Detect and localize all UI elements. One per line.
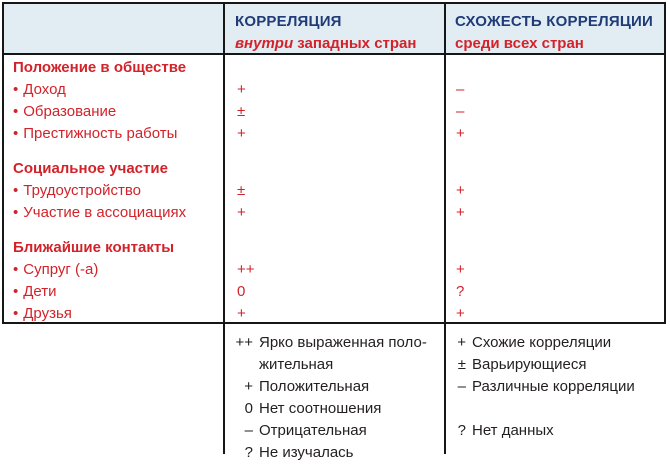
column-title-correlation: КОРРЕЛЯЦИЯ — [235, 13, 342, 30]
group-gap — [456, 145, 666, 158]
legend-symbol: ++ — [235, 334, 253, 351]
correlation-value: + — [237, 305, 246, 322]
correlation-value: ± — [237, 103, 246, 120]
correlation-value: + — [237, 204, 246, 221]
table-header — [4, 4, 664, 55]
row-label-text: Супруг (-а) — [23, 261, 99, 278]
legend-text: Нет соотношения — [259, 400, 382, 417]
group-title: Положение в обществе — [13, 59, 187, 76]
row-label — [13, 180, 224, 202]
row-label-text: Образование — [23, 103, 117, 120]
column-subtitle-western — [235, 33, 445, 54]
correlation-value: ± — [237, 182, 246, 199]
row-label — [13, 303, 224, 325]
group-title: Социальное участие — [13, 160, 168, 177]
legend-item — [233, 442, 445, 464]
group-gap — [13, 224, 224, 237]
bullet-icon: • — [13, 182, 19, 199]
subtitle-rest: западных стран — [293, 35, 417, 52]
similarity-value: ? — [456, 283, 465, 300]
empty-line — [237, 158, 445, 180]
correlation-value: 0 — [237, 283, 246, 300]
legend-item — [233, 376, 445, 398]
row-label — [13, 281, 224, 303]
similarity-value: + — [456, 182, 465, 199]
row-label — [13, 123, 224, 145]
legend-symbol: + — [457, 334, 466, 351]
legend-text-line2: жительная — [259, 356, 334, 373]
row-label-text: Доход — [23, 81, 66, 98]
similarity-value: – — [456, 103, 465, 120]
legend-symbol: ? — [244, 444, 253, 461]
header-cell-similarity — [445, 4, 664, 53]
legend-symbol: + — [244, 378, 253, 395]
correlation-value: + — [237, 125, 246, 142]
legend-item — [233, 420, 445, 442]
legend-text: Положительная — [259, 378, 370, 395]
column-title-similarity: СХОЖЕСТЬ КОРРЕЛЯЦИИ — [455, 13, 653, 30]
table-body — [2, 57, 666, 325]
row-label-text: Участие в ассоциациях — [23, 204, 187, 221]
legend-item — [454, 332, 670, 354]
bullet-icon: • — [13, 204, 19, 221]
labels-column — [2, 57, 224, 325]
empty-line — [456, 57, 666, 79]
legend-item — [233, 332, 445, 376]
legend-text: Схожие корреляции — [472, 334, 612, 351]
row-label — [13, 101, 224, 123]
legend-text: Варьирующиеся — [472, 356, 587, 373]
legend-similarity-symbols — [445, 332, 670, 442]
similarity-value: – — [456, 81, 465, 98]
bullet-icon: • — [13, 261, 19, 278]
legend-text — [259, 332, 427, 376]
legend-text-line1: Ярко выраженная поло- — [259, 334, 427, 351]
group-gap — [237, 224, 445, 237]
legend-item — [454, 420, 670, 442]
correlation-value: + — [237, 81, 246, 98]
similarity-value: + — [456, 125, 465, 142]
legend-item — [454, 354, 670, 376]
bullet-icon: • — [13, 125, 19, 142]
bullet-icon: • — [13, 103, 19, 120]
row-label — [13, 202, 224, 224]
bullet-icon: • — [13, 305, 19, 322]
western-correlation-column — [224, 57, 445, 325]
row-label-text: Друзья — [23, 305, 72, 322]
similarity-value: + — [456, 305, 465, 322]
legend-symbol: ? — [457, 422, 466, 439]
legend-symbol: – — [457, 378, 466, 395]
legend-correlation-symbols — [224, 332, 445, 464]
legend-symbol: 0 — [244, 400, 253, 417]
legend-symbol: ± — [457, 356, 466, 373]
legend-item — [454, 376, 670, 398]
column-subtitle-all-countries: среди всех стран — [455, 35, 584, 52]
similarity-value: + — [456, 204, 465, 221]
similarity-column — [445, 57, 666, 325]
legend-item — [233, 398, 445, 420]
empty-line — [456, 237, 666, 259]
header-cell-empty — [4, 4, 224, 53]
group-gap — [13, 145, 224, 158]
group-gap — [456, 224, 666, 237]
empty-line — [237, 237, 445, 259]
row-label-text: Дети — [23, 283, 57, 300]
legend-text: Нет данных — [472, 422, 554, 439]
legend-text: Отрицательная — [259, 422, 367, 439]
similarity-value: + — [456, 261, 465, 278]
group-gap — [237, 145, 445, 158]
correlation-value: ++ — [237, 261, 255, 278]
legend-text: Различные корреляции — [472, 378, 635, 395]
row-label-text: Трудоустройство — [23, 182, 141, 199]
bullet-icon: • — [13, 81, 19, 98]
subtitle-italic-word: внутри — [235, 35, 294, 52]
bullet-icon: • — [13, 283, 19, 300]
legend-text: Не изучалась — [259, 444, 354, 461]
row-label — [13, 79, 224, 101]
legend-symbol: – — [244, 422, 253, 439]
header-cell-correlation — [224, 4, 445, 53]
row-label-text: Престижность работы — [23, 125, 178, 142]
empty-line — [456, 158, 666, 180]
empty-line — [237, 57, 445, 79]
row-label — [13, 259, 224, 281]
group-title: Ближайшие контакты — [13, 239, 175, 256]
